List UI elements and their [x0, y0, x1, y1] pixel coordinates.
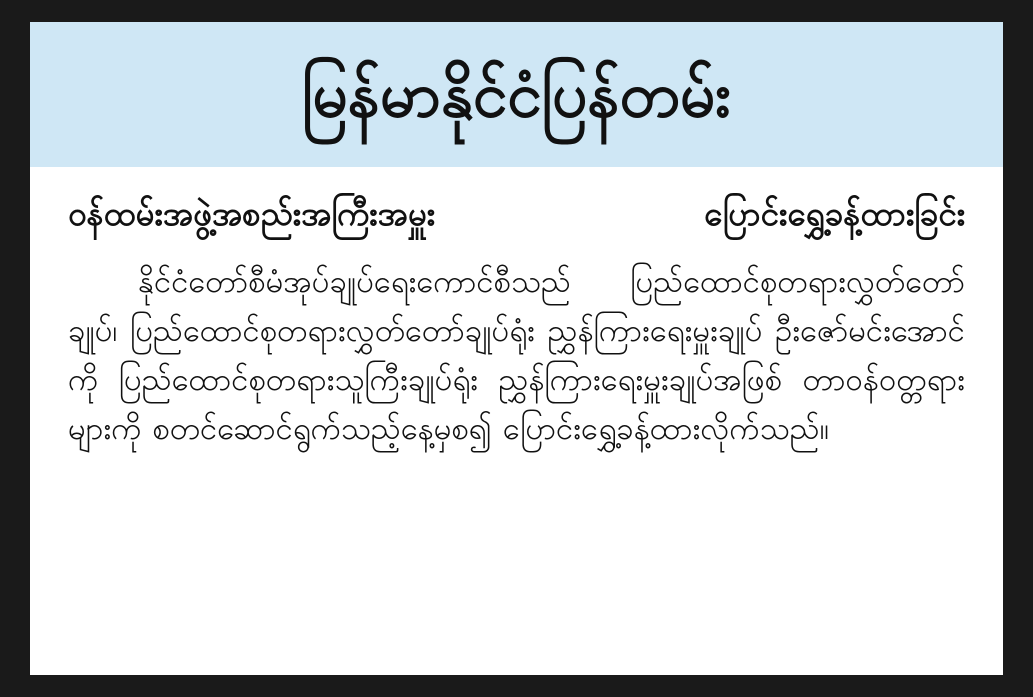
article-headline: ဝန်ထမ်းအဖွဲ့အစည်းအကြီးအမှူး ပြောင်းရွှေ့ခန့်ထားခြင်း: [68, 194, 965, 233]
gazette-title: မြန်မာနိုင်ငံပြန်တမ်း: [301, 57, 732, 131]
masthead-banner: [30, 22, 1003, 167]
document-body: [30, 167, 1003, 454]
article-paragraph: နိုင်ငံတော်စီမံအုပ်ချုပ်ရေးကောင်စီသည် ပြည်ထောင်စုတရားလွှတ်တော်ချုပ်၊ ပြည်ထောင်စုတရားလွှတ်တော်ချုပ်ရုံး ညွှန်ကြားရေးမှူးချုပ် ဦးဇော်မင်းအောင် ကို ပြည်ထောင်စုတရားသူကြီးချုပ်ရုံး ညွှန်ကြားရေးမှူးချုပ်အဖြစ် တာဝန်ဝတ္တရားများကို စတင်ဆောင်ရွက်သည့်နေ့မှစ၍ ပြောင်းရွှေ့ခန့်ထားလိုက်သည်။: [68, 263, 965, 447]
document-page: [30, 22, 1003, 675]
